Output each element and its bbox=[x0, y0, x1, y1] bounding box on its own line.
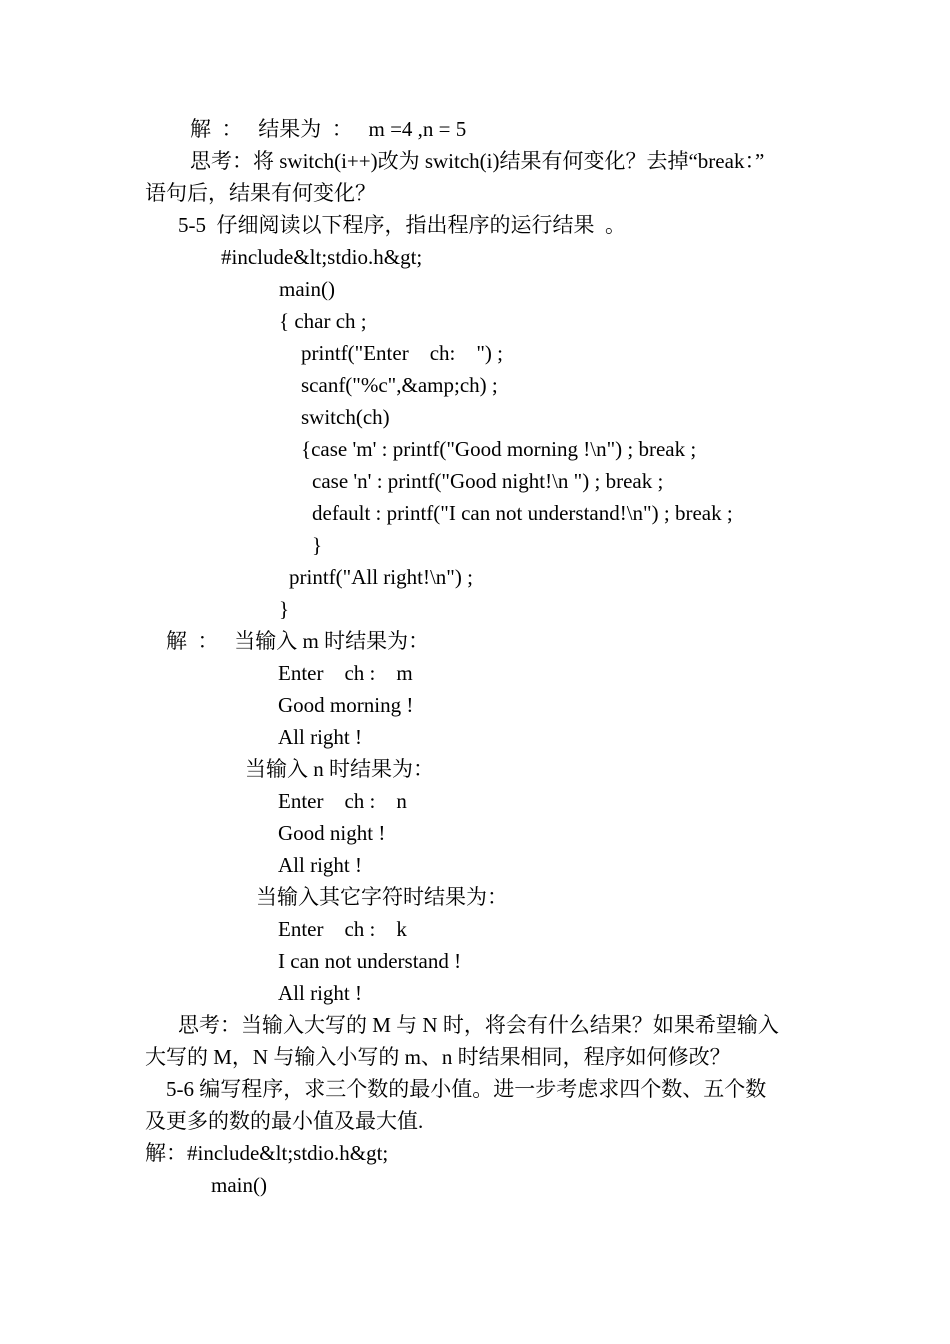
output-line: Good morning ! bbox=[278, 693, 414, 717]
code-line: } bbox=[312, 533, 323, 557]
answer-5-6-main: main() bbox=[211, 1173, 267, 1197]
think-question-line-2: 语句后，结果有何变化？ bbox=[145, 181, 376, 205]
code-line: printf("Enter ch: ") ; bbox=[301, 341, 504, 365]
code-line: switch(ch) bbox=[301, 405, 390, 429]
answer-5-5-heading: 解 ： 当输入 m 时结果为： bbox=[166, 629, 430, 653]
exercise-5-5-heading: 5-5 仔细阅读以下程序，指出程序的运行结果 。 bbox=[178, 213, 626, 237]
output-line: Enter ch : k bbox=[278, 917, 407, 941]
think-uppercase-line-2: 大写的 M，N 与输入小写的 m、n 时结果相同，程序如何修改？ bbox=[145, 1045, 731, 1069]
code-line: printf("All right!\n") ; bbox=[289, 565, 473, 589]
output-line: Good night ! bbox=[278, 821, 386, 845]
output-line: All right ! bbox=[278, 725, 362, 749]
code-line: {case 'm' : printf("Good morning !\n") ; break ; bbox=[301, 437, 697, 461]
output-line: Enter ch : n bbox=[278, 789, 407, 813]
output-line: All right ! bbox=[278, 853, 362, 877]
code-line: { char ch ; bbox=[279, 309, 367, 333]
code-line: #include&lt;stdio.h&gt; bbox=[221, 245, 423, 269]
exercise-5-6-line-2: 及更多的数的最小值及最大值. bbox=[145, 1109, 424, 1133]
output-line: All right ! bbox=[278, 981, 362, 1005]
output-line: I can not understand ! bbox=[278, 949, 462, 973]
code-line: } bbox=[279, 597, 290, 621]
output-line: Enter ch : m bbox=[278, 661, 413, 685]
think-question-line-1: 思考：将 switch(i++)改为 switch(i)结果有何变化？去掉“break：” bbox=[190, 149, 765, 173]
think-uppercase-line-1: 思考：当输入大写的 M 与 N 时，将会有什么结果？如果希望输入 bbox=[178, 1013, 779, 1037]
code-line: main() bbox=[279, 277, 335, 301]
case-n-heading: 当输入 n 时结果为： bbox=[245, 757, 434, 781]
code-line: case 'n' : printf("Good night!\n ") ; break ; bbox=[312, 469, 664, 493]
answer-5-6-include: 解：#include&lt;stdio.h&gt; bbox=[145, 1141, 389, 1165]
code-line: default : printf("I can not understand!\n") ; break ; bbox=[312, 501, 733, 525]
exercise-5-6-line-1: 5-6 编写程序，求三个数的最小值。进一步考虑求四个数、五个数 bbox=[166, 1077, 767, 1101]
case-other-heading: 当输入其它字符时结果为： bbox=[256, 885, 508, 909]
answer-4-result: 解 ： 结果为 ： m =4 ,n = 5 bbox=[190, 117, 467, 141]
code-line: scanf("%c",&amp;ch) ; bbox=[301, 373, 498, 397]
